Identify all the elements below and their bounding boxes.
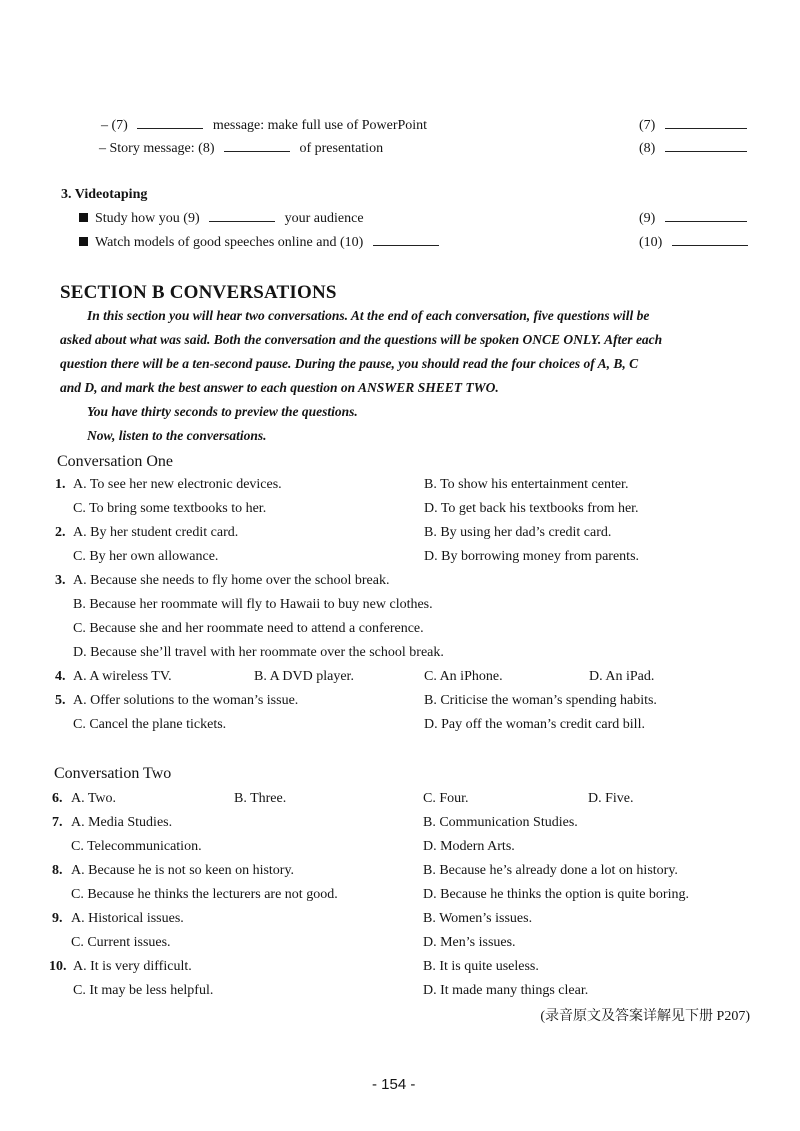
q10-option-d[interactable]: D. It made many things clear.	[423, 983, 589, 998]
q3-option-c[interactable]: C. Because she and her roommate need to attend a conference.	[73, 621, 424, 636]
question-4-number: 4.	[55, 669, 66, 684]
answer-reference-note: (录音原文及答案详解见下册 P207)	[540, 1009, 750, 1024]
q2-option-a[interactable]: A. By her student credit card.	[73, 525, 239, 540]
line9-suffix: your audience	[284, 211, 364, 226]
q10-option-b[interactable]: B. It is quite useless.	[423, 959, 539, 974]
note-line-7	[101, 116, 427, 134]
line8-suffix: of presentation	[299, 141, 384, 156]
q8-option-b[interactable]: B. Because he’s already done a lot on history.	[423, 863, 678, 878]
note-line-9	[79, 209, 364, 227]
answer-slot-7	[639, 116, 747, 134]
q7-option-d[interactable]: D. Modern Arts.	[423, 839, 515, 854]
question-10-number: 10.	[49, 959, 67, 974]
q7-option-c[interactable]: C. Telecommunication.	[71, 839, 202, 854]
q5-option-a[interactable]: A. Offer solutions to the woman’s issue.	[73, 693, 299, 708]
answer-slot-9	[639, 209, 747, 227]
instructions-line-1: In this section you will hear two conversations. At the end of each conversation, five questions will be	[87, 308, 650, 323]
q4-option-b[interactable]: B. A DVD player.	[254, 669, 354, 684]
q6-option-b[interactable]: B. Three.	[234, 791, 287, 806]
question-1-number: 1.	[55, 477, 66, 492]
q5-option-b[interactable]: B. Criticise the woman’s spending habits.	[424, 693, 657, 708]
q1-option-a[interactable]: A. To see her new electronic devices.	[73, 477, 282, 492]
blank-8-inline[interactable]	[224, 139, 290, 152]
blank-9-inline[interactable]	[209, 209, 275, 222]
q3-option-b[interactable]: B. Because her roommate will fly to Hawaii to buy new clothes.	[73, 597, 433, 612]
q4-option-c[interactable]: C. An iPhone.	[424, 669, 503, 684]
question-9-number: 9.	[52, 911, 63, 926]
note-line-10	[79, 233, 439, 251]
q1-option-b[interactable]: B. To show his entertainment center.	[424, 477, 629, 492]
answer-7-label: (7)	[639, 118, 656, 133]
question-7-number: 7.	[52, 815, 63, 830]
answer-10-label: (10)	[639, 235, 663, 250]
instructions-line-5: You have thirty seconds to preview the questions.	[87, 404, 358, 419]
question-2-number: 2.	[55, 525, 66, 540]
q5-option-d[interactable]: D. Pay off the woman’s credit card bill.	[424, 717, 645, 732]
q6-option-c[interactable]: C. Four.	[423, 791, 469, 806]
blank-10-inline[interactable]	[373, 233, 439, 246]
q1-option-c[interactable]: C. To bring some textbooks to her.	[73, 501, 267, 516]
q8-option-c[interactable]: C. Because he thinks the lecturers are not good.	[71, 887, 338, 902]
answer-slot-10	[639, 233, 748, 251]
q9-option-a[interactable]: A. Historical issues.	[71, 911, 184, 926]
answer-slot-8	[639, 139, 747, 157]
q6-option-d[interactable]: D. Five.	[588, 791, 634, 806]
note-line-8	[99, 139, 383, 157]
answer-9-blank[interactable]	[665, 209, 747, 222]
answer-9-label: (9)	[639, 211, 656, 226]
q7-option-a[interactable]: A. Media Studies.	[71, 815, 173, 830]
page-number: - 154 -	[372, 1076, 416, 1093]
answer-8-blank[interactable]	[665, 139, 747, 152]
q4-option-a[interactable]: A. A wireless TV.	[73, 669, 172, 684]
q8-option-a[interactable]: A. Because he is not so keen on history.	[71, 863, 295, 878]
question-5-number: 5.	[55, 693, 66, 708]
square-bullet-icon	[79, 237, 88, 246]
line7-prefix: – (7)	[101, 118, 128, 133]
q9-option-c[interactable]: C. Current issues.	[71, 935, 171, 950]
answer-10-blank[interactable]	[672, 233, 748, 246]
q10-option-a[interactable]: A. It is very difficult.	[73, 959, 192, 974]
instructions-line-2: asked about what was said. Both the conversation and the questions will be spoken ONCE ONLY. After each	[60, 332, 663, 347]
q2-option-d[interactable]: D. By borrowing money from parents.	[424, 549, 640, 564]
question-6-number: 6.	[52, 791, 63, 806]
blank-7-inline[interactable]	[137, 116, 203, 129]
line9-prefix: Study how you (9)	[95, 211, 200, 226]
q4-option-d[interactable]: D. An iPad.	[589, 669, 655, 684]
line10-prefix: Watch models of good speeches online and (10)	[95, 235, 364, 250]
q3-option-d[interactable]: D. Because she’ll travel with her roommate over the school break.	[73, 645, 444, 660]
answer-7-blank[interactable]	[665, 116, 747, 129]
conversation-two-title: Conversation Two	[54, 765, 172, 782]
question-3-number: 3.	[55, 573, 66, 588]
q7-option-b[interactable]: B. Communication Studies.	[423, 815, 578, 830]
q6-option-a[interactable]: A. Two.	[71, 791, 117, 806]
answer-8-label: (8)	[639, 141, 656, 156]
square-bullet-icon	[79, 213, 88, 222]
instructions-line-6: Now, listen to the conversations.	[87, 428, 267, 443]
section-b-title: SECTION B CONVERSATIONS	[60, 282, 337, 303]
line7-suffix: message: make full use of PowerPoint	[212, 118, 428, 133]
q9-option-d[interactable]: D. Men’s issues.	[423, 935, 516, 950]
q1-option-d[interactable]: D. To get back his textbooks from her.	[424, 501, 639, 516]
q8-option-d[interactable]: D. Because he thinks the option is quite boring.	[423, 887, 689, 902]
instructions-line-3: question there will be a ten-second pause. During the pause, you should read the four choices of A, B, C	[60, 356, 639, 371]
q2-option-c[interactable]: C. By her own allowance.	[73, 549, 219, 564]
line8-prefix: – Story message: (8)	[99, 141, 215, 156]
q10-option-c[interactable]: C. It may be less helpful.	[73, 983, 214, 998]
q5-option-c[interactable]: C. Cancel the plane tickets.	[73, 717, 227, 732]
item-3-title: 3. Videotaping	[61, 187, 148, 202]
question-8-number: 8.	[52, 863, 63, 878]
conversation-one-title: Conversation One	[57, 453, 173, 470]
instructions-line-4: and D, and mark the best answer to each question on ANSWER SHEET TWO.	[60, 380, 499, 395]
q3-option-a[interactable]: A. Because she needs to fly home over the school break.	[73, 573, 390, 588]
q2-option-b[interactable]: B. By using her dad’s credit card.	[424, 525, 612, 540]
q9-option-b[interactable]: B. Women’s issues.	[423, 911, 533, 926]
